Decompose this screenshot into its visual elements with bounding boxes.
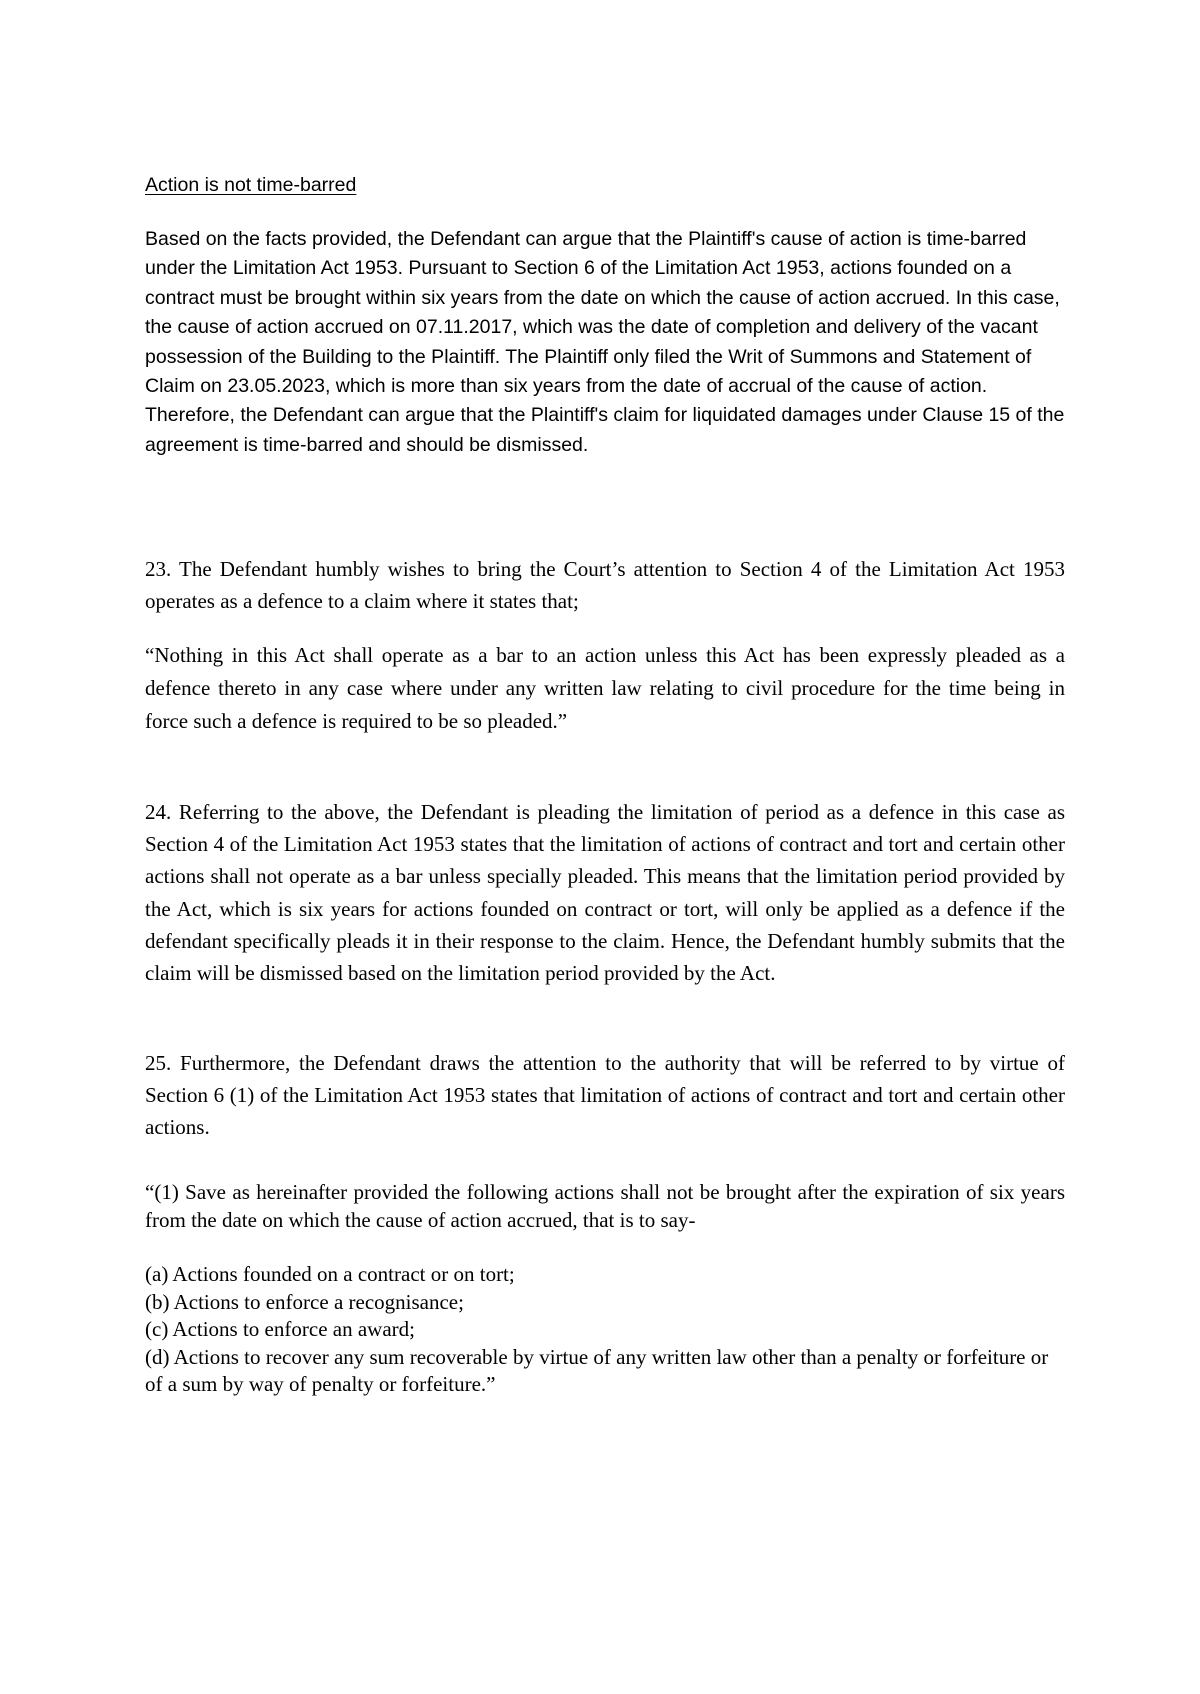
list-item: (c) Actions to enforce an award; xyxy=(145,1317,415,1342)
list-item: (a) Actions founded on a contract or on tort; xyxy=(145,1262,515,1286)
paragraph-24: 24. Referring to the above, the Defendant is pleading the limitation of period as a defence in this case as Section 4 of the Limitation Act 1953 states that the limitation of actions of contract and tort and certain other actions shall not operate as a bar unless specially pleaded. This means that the limitation period provided by the Act, which is six years for actions founded on contract or tort, will only be applied as a defence if the defendant specifically pleads it in their response to the claim. Hence, the Defendant humbly submits that the claim will be dismissed based on the limitation period provided by the Act. xyxy=(145,800,1065,986)
paragraph-25: 25. Furthermore, the Defendant draws the attention to the authority that will be referred to by virtue of Section 6 (1) of the Limitation Act 1953 states that limitation of actions of contract and tort and certain other actions. xyxy=(145,1051,1065,1139)
paragraph-23: 23. The Defendant humbly wishes to bring the Court’s attention to Section 4 of the Limitation Act 1953 operates as a defence to a claim where it states that; xyxy=(145,557,1065,613)
quote-section-4: “Nothing in this Act shall operate as a bar to an action unless this Act has been expressly pleaded as a defence thereto in any case where under any written law relating to civil procedure for the time being in force such a defence is required to be so pleaded.” xyxy=(145,643,1065,733)
actions-list xyxy=(145,1261,1065,1399)
list-item: (d) Actions to recover any sum recoverable by virtue of any written law other than a penalty or forfeiture or of a sum by way of penalty or forfeiture.” xyxy=(145,1344,1049,1397)
quote-section-6-1: “(1) Save as hereinafter provided the following actions shall not be brought after the expiration of six years from the date on which the cause of action accrued, that is to say- xyxy=(145,1180,1065,1232)
list-item: (b) Actions to enforce a recognisance; xyxy=(145,1289,464,1314)
intro-paragraph: Based on the facts provided, the Defendant can argue that the Plaintiff's cause of action is time-barred under the Limitation Act 1953. Pursuant to Section 6 of the Limitation Act 1953, actions founded on a contract must be brought within six years from the date on which the cause of action accrued. In this case, the cause of action accrued on 07.11.2017, which was the date of completion and delivery of the vacant possession of the Building to the Plaintiff. The Plaintiff only filed the Writ of Summons and Statement of Claim on 23.05.2023, which is more than six years from the date of accrual of the cause of action. Therefore, the Defendant can argue that the Plaintiff's claim for liquidated damages under Clause 15 of the agreement is time-barred and should be dismissed. xyxy=(145,228,1065,456)
section-heading: Action is not time-barred xyxy=(145,174,357,196)
